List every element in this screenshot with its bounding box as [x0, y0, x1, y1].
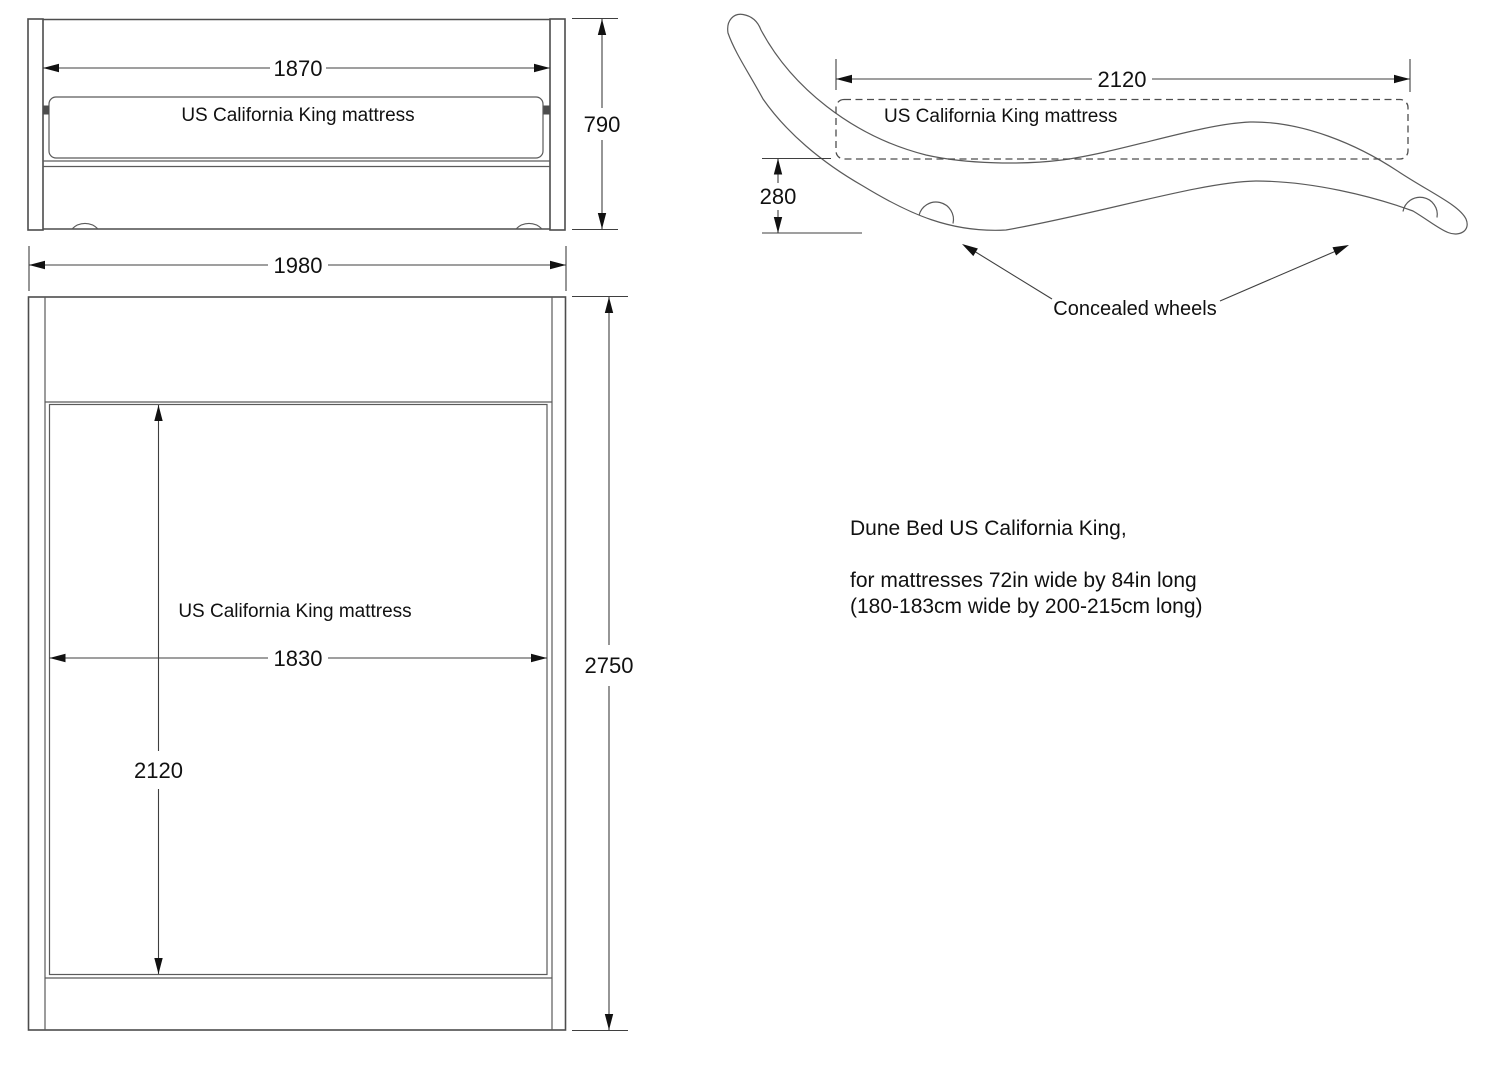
dim-side-length	[836, 59, 1410, 92]
arrowhead	[598, 213, 606, 229]
front-left-wheel	[72, 223, 98, 229]
side-view	[728, 14, 1467, 320]
front-right-post	[550, 19, 565, 230]
notes-line-1: for mattresses 72in wide by 84in long	[850, 569, 1197, 592]
arrowhead	[534, 64, 550, 72]
arrowhead	[605, 1014, 613, 1030]
front-right-wheel	[516, 223, 542, 229]
arrowhead	[1394, 75, 1410, 83]
dim-label-280: 280	[759, 184, 797, 209]
arrowhead	[50, 654, 66, 662]
arrowhead	[43, 64, 59, 72]
arrowhead	[29, 261, 45, 269]
dim-top-mattress-length	[134, 405, 183, 974]
front-left-post	[28, 19, 43, 230]
arrowhead	[836, 75, 852, 83]
top-view	[29, 297, 634, 1031]
notes-line-2: (180-183cm wide by 200-215cm long)	[850, 595, 1203, 618]
arrowhead	[1333, 245, 1350, 256]
dim-label-2120-top: 2120	[134, 758, 183, 783]
dim-front-inner-width	[43, 56, 550, 81]
dim-label-1980: 1980	[273, 253, 323, 278]
dim-label-2750: 2750	[584, 653, 634, 678]
dim-label-1830: 1830	[273, 646, 323, 671]
wheels-callout	[962, 244, 1349, 320]
dim-front-overall-width	[29, 246, 566, 291]
front-mattress-label: US California King mattress	[181, 105, 415, 126]
arrowhead	[605, 297, 613, 313]
dim-top-overall-length	[572, 297, 633, 1031]
dim-label-2120-side: 2120	[1097, 67, 1147, 92]
top-mattress-label: US California King mattress	[178, 601, 412, 622]
arrowhead	[154, 405, 162, 421]
side-mattress-label: US California King mattress	[884, 106, 1118, 127]
dim-front-height	[572, 19, 620, 230]
notes-block	[850, 516, 1203, 620]
dim-label-1870: 1870	[273, 56, 323, 81]
front-view	[28, 19, 620, 292]
arrowhead	[774, 217, 782, 233]
front-right-bracket	[544, 106, 550, 115]
arrowhead	[531, 654, 547, 662]
dim-label-790: 790	[583, 112, 621, 137]
arrowhead	[962, 244, 978, 256]
notes-title: Dune Bed US California King,	[850, 517, 1127, 540]
arrowhead	[550, 261, 566, 269]
dim-top-mattress-width	[50, 646, 548, 671]
wheels-label: Concealed wheels	[1053, 298, 1217, 320]
top-mattress-outline	[50, 405, 548, 975]
front-left-bracket	[43, 106, 49, 115]
arrowhead	[774, 159, 782, 175]
arrowhead	[154, 958, 162, 974]
arrowhead	[598, 19, 606, 35]
